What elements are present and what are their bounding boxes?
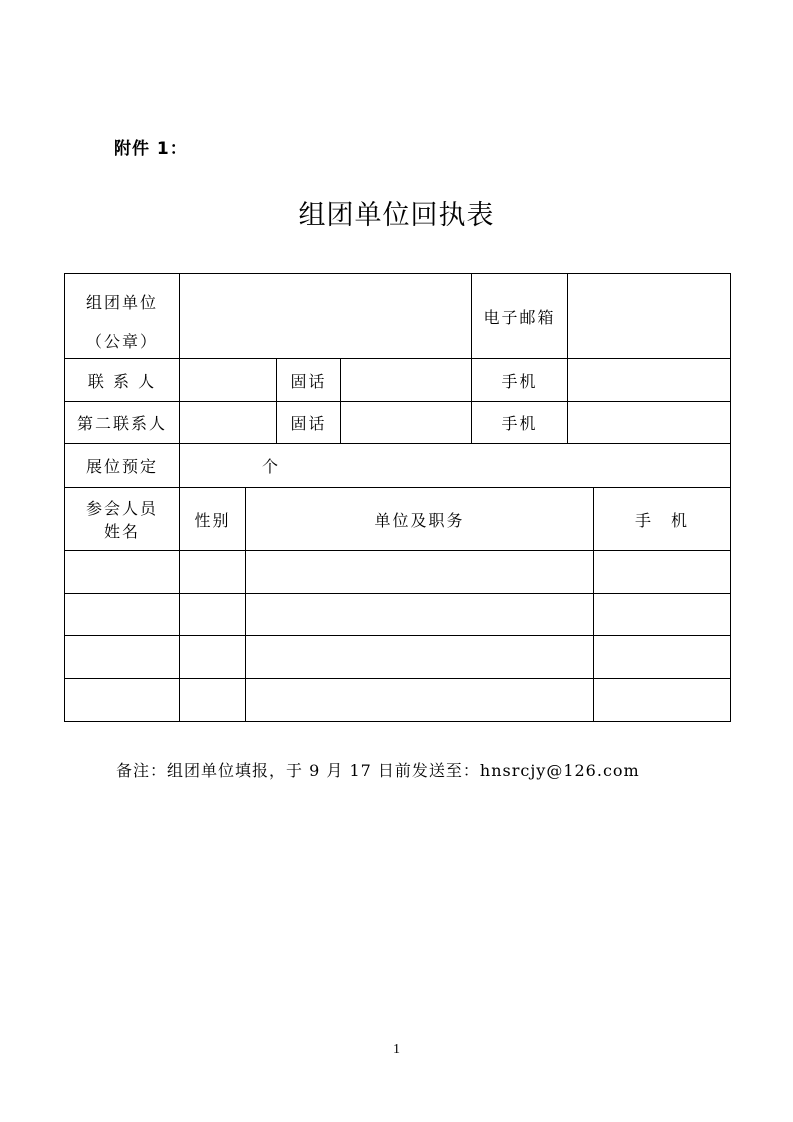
org-label: 组团单位 — [85, 293, 158, 312]
contact2-label: 第二联系人 — [65, 402, 180, 444]
email-label: 电子邮箱 — [472, 274, 568, 359]
attendee-row — [65, 594, 731, 636]
attendee-mobile-input[interactable] — [594, 594, 731, 636]
attendee-row — [65, 679, 731, 722]
contact2-input[interactable] — [180, 402, 277, 444]
landline2-label: 固话 — [277, 402, 341, 444]
org-position-header: 单位及职务 — [246, 488, 594, 551]
attendee-gender-input[interactable] — [180, 679, 246, 722]
page-number: 1 — [393, 1042, 400, 1057]
booth-input[interactable] — [180, 444, 731, 488]
mobile2-label: 手机 — [472, 402, 568, 444]
org-input[interactable] — [180, 274, 472, 359]
row-booth — [65, 444, 731, 488]
org-label-cell — [65, 274, 180, 359]
attendee-gender-input[interactable] — [180, 551, 246, 594]
attendee-org-input[interactable] — [246, 679, 594, 722]
booth-label: 展位预定 — [65, 444, 180, 488]
landline2-input[interactable] — [341, 402, 472, 444]
contact-input[interactable] — [180, 359, 277, 402]
row-contact2 — [65, 402, 731, 444]
row-organization — [65, 274, 731, 359]
email-input[interactable] — [568, 274, 731, 359]
attendee-org-input[interactable] — [246, 594, 594, 636]
attendee-mobile-header: 手 机 — [594, 488, 731, 551]
attendee-mobile-input[interactable] — [594, 679, 731, 722]
mobile2-input[interactable] — [568, 402, 731, 444]
attendee-row — [65, 636, 731, 679]
mobile-label: 手机 — [472, 359, 568, 402]
attendee-org-input[interactable] — [246, 636, 594, 679]
attendee-name-input[interactable] — [65, 636, 180, 679]
attendee-name-header: 参会人员 姓名 — [65, 488, 180, 551]
attendee-gender-input[interactable] — [180, 636, 246, 679]
contact-label: 联 系 人 — [65, 359, 180, 402]
seal-label: （公章） — [85, 332, 158, 351]
attendee-gender-input[interactable] — [180, 594, 246, 636]
attendee-name-input[interactable] — [65, 551, 180, 594]
landline-label: 固话 — [277, 359, 341, 402]
attendee-name-input[interactable] — [65, 679, 180, 722]
mobile-input[interactable] — [568, 359, 731, 402]
landline-input[interactable] — [341, 359, 472, 402]
attendee-name-input[interactable] — [65, 594, 180, 636]
footnote: 备注：组团单位填报，于 9 月 17 日前发送至：hnsrcjy@126.com — [116, 761, 640, 780]
row-contact — [65, 359, 731, 402]
attendee-mobile-input[interactable] — [594, 636, 731, 679]
attendee-row — [65, 551, 731, 594]
booth-unit: 个 — [262, 457, 281, 476]
attendee-mobile-input[interactable] — [594, 551, 731, 594]
gender-header: 性别 — [180, 488, 246, 551]
registration-form-table — [64, 273, 731, 722]
attendee-org-input[interactable] — [246, 551, 594, 594]
attendees-header-row — [65, 488, 731, 551]
attachment-label: 附件 1： — [114, 139, 188, 159]
page-title: 组团单位回执表 — [298, 200, 495, 231]
